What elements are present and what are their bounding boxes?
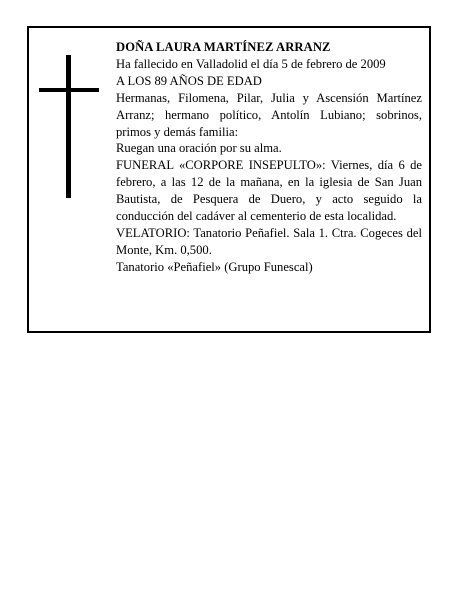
death-line: Ha fallecido en Valladolid el día 5 de febrero de 2009 [116,56,386,71]
cross-icon [39,55,99,198]
funeral-home-line: Tanatorio «Peñafiel» (Grupo Funescal) [116,259,313,274]
family-paragraph: Hermanas, Filomena, Pilar, Julia y Ascensión Martínez Arranz; hermano político, Antolín Lubiano; sobrinos, primos y demás familia: [116,90,422,139]
age-line: A LOS 89 AÑOS DE EDAD [116,73,262,88]
notice-text [116,39,422,276]
funeral-paragraph: FUNERAL «CORPORE INSEPULTO»: Viernes, día 6 de febrero, a las 12 de la mañana, en la iglesia de San Juan Bautista, de Pesquera de Duero, y acto seguido la conducción del cadáver al cementerio de esta localidad. [116,158,422,224]
cross-horizontal-bar [39,88,99,92]
cross-vertical-bar [66,55,71,198]
velatorio-paragraph: VELATORIO: Tanatorio Peñafiel. Sala 1. Ctra. Cogeces del Monte, Km. 0,500. [116,225,422,257]
deceased-name: DOÑA LAURA MARTÍNEZ ARRANZ [116,40,331,54]
prayer-line: Ruegan una oración por su alma. [116,141,282,156]
obituary-notice [27,26,431,333]
